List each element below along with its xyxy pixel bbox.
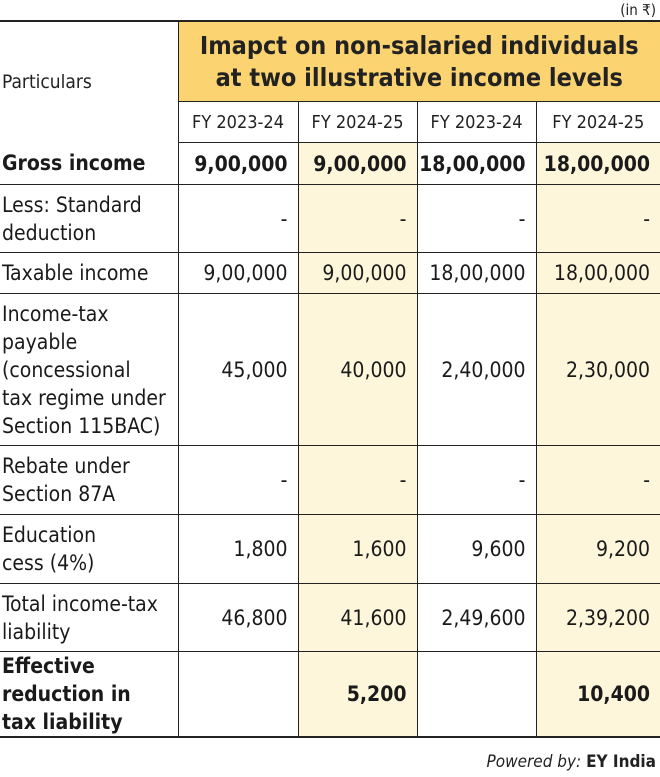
row-value: - <box>298 185 417 253</box>
row-value: 9,00,000 <box>298 253 417 294</box>
row-value: 45,000 <box>178 294 298 446</box>
row-label-line: Section 115BAC) <box>2 413 161 438</box>
footer-prefix: Powered by: <box>486 752 582 772</box>
row-value: 1,800 <box>178 515 298 584</box>
row-value: - <box>178 446 298 515</box>
row-value: 10,400 <box>536 652 660 738</box>
banner-line-1: Imapct on non-salaried individuals <box>199 30 639 60</box>
row-value: 41,600 <box>298 584 417 652</box>
row-value: 2,30,000 <box>536 294 660 446</box>
row-value: - <box>417 446 536 515</box>
table-row <box>0 253 660 294</box>
row-value: 9,00,000 <box>178 143 298 185</box>
row-label-line: Total income-tax <box>2 591 158 616</box>
row-value: - <box>178 185 298 253</box>
year-header: FY 2024-25 <box>298 102 417 143</box>
row-label-line: Education <box>2 523 97 547</box>
table-row <box>0 446 660 515</box>
row-label-line: Less: Standard <box>2 192 142 217</box>
table-row <box>0 185 660 253</box>
row-value: 46,800 <box>178 584 298 652</box>
row-label <box>0 143 178 185</box>
banner-line-2: at two illustrative income levels <box>215 62 623 92</box>
table-row <box>0 143 660 185</box>
row-label <box>0 515 178 584</box>
table-row <box>0 584 660 652</box>
row-label-line: Gross income <box>2 151 146 176</box>
row-label <box>0 584 178 652</box>
particulars-header: Particulars <box>0 21 178 143</box>
row-value: 40,000 <box>298 294 417 446</box>
row-label-line: Income-tax <box>2 301 109 326</box>
row-value: - <box>536 446 660 515</box>
row-value: 18,00,000 <box>417 143 536 185</box>
row-label <box>0 253 178 294</box>
row-label <box>0 185 178 253</box>
row-label-line: tax liability <box>2 710 123 734</box>
row-value: - <box>298 446 417 515</box>
row-label-line: deduction <box>2 220 97 245</box>
banner-title <box>178 21 660 102</box>
row-label-line: (concessional <box>2 357 131 382</box>
row-label-line: payable <box>2 329 78 354</box>
row-label-line: Rebate under <box>2 454 130 478</box>
row-value: 2,39,200 <box>536 584 660 652</box>
row-value: 9,600 <box>417 515 536 584</box>
tax-impact-table <box>0 20 660 738</box>
row-label <box>0 446 178 515</box>
row-value: - <box>536 185 660 253</box>
row-label-line: tax regime under <box>2 385 166 410</box>
footer-brand: EY India <box>586 752 656 772</box>
unit-label: (in ₹) <box>620 1 656 19</box>
row-value: 18,00,000 <box>536 253 660 294</box>
year-header: FY 2023-24 <box>178 102 298 143</box>
row-label-line: liability <box>2 619 71 644</box>
row-value: 9,00,000 <box>298 143 417 185</box>
row-value: 9,00,000 <box>178 253 298 294</box>
row-label-line: Effective <box>2 654 95 678</box>
row-value: 9,200 <box>536 515 660 584</box>
table-row <box>0 515 660 584</box>
row-value: 1,600 <box>298 515 417 584</box>
table-body <box>0 143 660 738</box>
row-value: 18,00,000 <box>536 143 660 185</box>
year-header: FY 2023-24 <box>417 102 536 143</box>
row-value: 2,49,600 <box>417 584 536 652</box>
footer-credit <box>487 749 656 775</box>
row-value <box>178 652 298 738</box>
row-value <box>417 652 536 738</box>
table-row <box>0 294 660 446</box>
row-value: 18,00,000 <box>417 253 536 294</box>
row-value: - <box>417 185 536 253</box>
row-label-line: cess (4%) <box>2 551 95 575</box>
row-label <box>0 294 178 446</box>
row-value: 2,40,000 <box>417 294 536 446</box>
table-row <box>0 652 660 738</box>
row-label-line: Section 87A <box>2 482 116 506</box>
row-value: 5,200 <box>298 652 417 738</box>
row-label-line: Taxable income <box>2 261 149 285</box>
row-label-line: reduction in <box>2 682 131 706</box>
row-label <box>0 652 178 738</box>
year-header: FY 2024-25 <box>536 102 660 143</box>
